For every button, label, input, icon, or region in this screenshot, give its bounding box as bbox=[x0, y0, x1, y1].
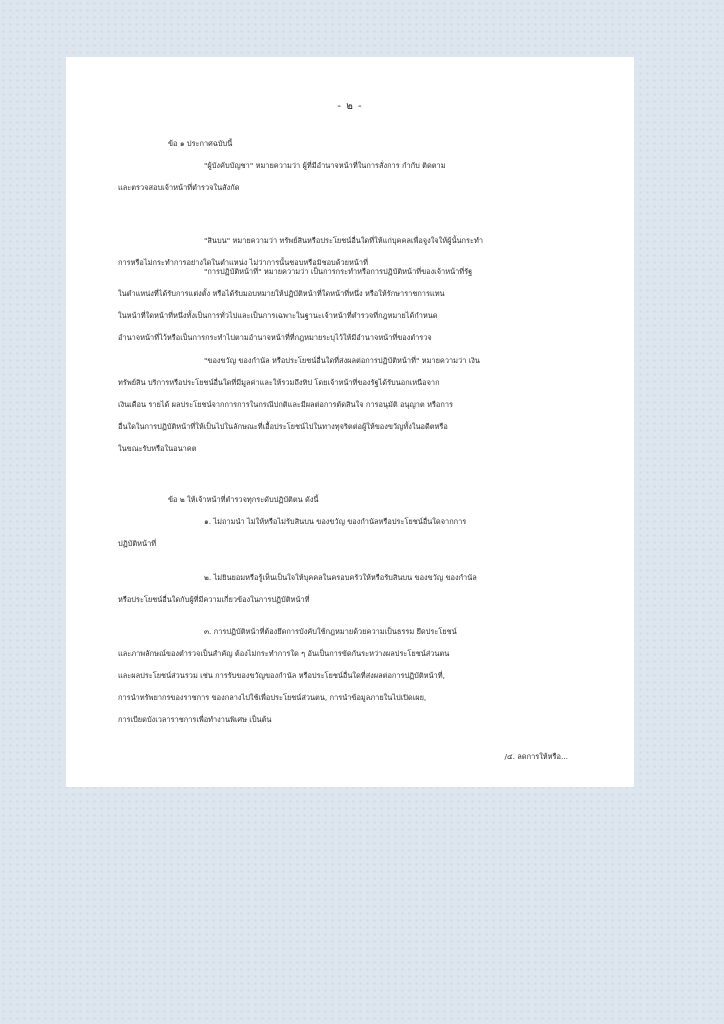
text-line: ทรัพย์สิน บริการหรือประโยชน์อื่นใดที่มีมูลค่าและให้รวมถึงทิป โดยเจ้าหน้าที่ของรัฐได้รับนอกเหนือจาก bbox=[118, 378, 440, 387]
text-line: การนำทรัพยากรของราชการ ของกลางไปใช้เพื่อประโยชน์ส่วนตน, การนำข้อมูลภายในไปเปิดเผย, bbox=[118, 693, 427, 702]
paragraph-block bbox=[118, 261, 596, 349]
text-line: และตรวจสอบเจ้าหน้าที่ตำรวจในสังกัด bbox=[118, 183, 240, 192]
text-line: เงินเดือน รายได้ ผลประโยชน์จากการการในกรณีปกติและมีผลต่อการตัดสินใจ การอนุมัติ อนุญาต หรือการ bbox=[118, 400, 453, 409]
text-line: อื่นใดในการปฏิบัติหน้าที่ให้เป็นไปในลักษณะที่เอื้อประโยชน์ไปในทางทุจริตต่อผู้ให้ของขวัญทั้งในอดีตหรือ bbox=[118, 422, 448, 431]
paragraph-block bbox=[118, 133, 596, 199]
text-line: การหรือไม่กระทำการอย่างใดในตำแหน่ง ไม่ว่าการนั้นชอบหรือมิชอบด้วยหน้าที่ bbox=[118, 258, 368, 267]
text-line: "การปฏิบัติหน้าที่" หมายความว่า เป็นการกระทำหรือการปฏิบัติหน้าที่ของเจ้าหน้าที่รัฐ bbox=[204, 267, 473, 276]
text-line: ข้อ ๒ ให้เจ้าหน้าที่ตำรวจทุกระดับปฏิบัติตน ดังนี้ bbox=[168, 495, 319, 504]
continuation-footer: /๔. ลดการให้หรือ... bbox=[504, 752, 568, 761]
text-line: "ของขวัญ ของกำนัล หรือประโยชน์อื่นใดที่ส่งผลต่อการปฏิบัติหน้าที่" หมายความว่า เงิน bbox=[204, 356, 480, 365]
document-page bbox=[66, 57, 634, 787]
text-line: "สินบน" หมายความว่า ทรัพย์สินหรือประโยชน์อื่นใดที่ให้แก่บุคคลเพื่อจูงใจให้ผู้นั้นกระทำ bbox=[204, 236, 483, 245]
text-line: "ผู้บังคับบัญชา" หมายความว่า ผู้ที่มีอำนาจหน้าที่ในการสั่งการ กำกับ ติดตาม bbox=[204, 161, 446, 170]
text-line: การเบียดบังเวลาราชการเพื่อทำงานพิเศษ เป็นต้น bbox=[118, 715, 272, 724]
text-line: ปฏิบัติหน้าที่ bbox=[118, 539, 157, 548]
paragraph-block bbox=[118, 350, 596, 460]
text-line: และผลประโยชน์ส่วนรวม เช่น การรับของขวัญของกำนัล หรือประโยชน์อื่นใดที่ส่งผลต่อการปฏิบัติหน้าที่, bbox=[118, 671, 445, 680]
text-line: ในตำแหน่งที่ได้รับการแต่งตั้ง หรือได้รับมอบหมายให้ปฏิบัติหน้าที่ใดหน้าที่หนึ่ง หรือให้รักษาราชการแทน bbox=[118, 289, 445, 298]
text-line: ในขณะรับหรือในอนาคต bbox=[118, 444, 197, 453]
text-line: ๒. ไม่ยินยอมหรือรู้เห็นเป็นใจให้บุคคลในครอบครัวให้หรือรับสินบน ของขวัญ ของกำนัล bbox=[204, 573, 477, 582]
page-number: - ๒ - bbox=[337, 101, 363, 112]
text-line: อำนาจหน้าที่ไว้หรือเป็นการกระทำไปตามอำนาจหน้าที่ที่กฎหมายระบุไว้ให้มีอำนาจหน้าที่ของตำรวจ bbox=[118, 333, 432, 342]
text-line: และภาพลักษณ์ของตำรวจเป็นสำคัญ ต้องไม่กระทำการใด ๆ อันเป็นการขัดกันระหว่างผลประโยชน์ส่วนตน bbox=[118, 649, 450, 658]
text-line: ๑. ไม่ถามนำ ไม่ให้หรือไม่รับสินบน ของขวัญ ของกำนัลหรือประโยชน์อื่นใดจากการ bbox=[204, 517, 467, 526]
paragraph-block bbox=[118, 621, 596, 731]
text-line: ๓. การปฏิบัติหน้าที่ต้องยึดการบังคับใช้กฎหมายด้วยความเป็นธรรม ยึดประโยชน์ bbox=[204, 627, 457, 636]
text-line: ข้อ ๑ ประกาศฉบับนี้ bbox=[168, 139, 233, 148]
paragraph-block bbox=[118, 489, 596, 555]
paragraph-block bbox=[118, 567, 596, 611]
text-line: ในหน้าที่ใดหน้าที่หนึ่งทั้งเป็นการทั่วไปและเป็นการเฉพาะในฐานะเจ้าหน้าที่ตำรวจที่กฎหมายได้กำหนด bbox=[118, 311, 438, 320]
text-line: หรือประโยชน์อื่นใดกับผู้ที่มีความเกี่ยวข้องในการปฏิบัติหน้าที่ bbox=[118, 595, 310, 604]
